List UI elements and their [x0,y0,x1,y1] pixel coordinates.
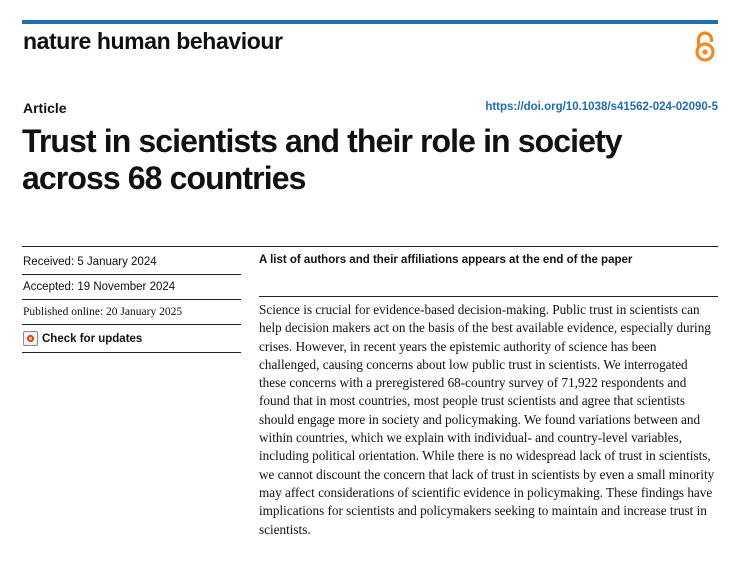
abstract-divider [259,296,718,297]
meta-divider-top [22,246,718,247]
meta-divider [22,274,241,275]
published-date: Published online: 20 January 2025 [23,306,183,318]
received-date: Received: 5 January 2024 [23,256,157,268]
meta-divider [22,324,241,325]
authors-note: A list of authors and their affiliations appears at the end of the paper [259,254,633,266]
meta-divider [22,299,241,300]
journal-name[interactable]: nature human behaviour [23,28,283,54]
doi-link[interactable]: https://doi.org/10.1038/s41562-024-02090-5 [485,101,718,113]
header-rule [22,20,718,24]
check-for-updates-button[interactable] [23,331,142,346]
open-access-icon [692,30,718,64]
meta-divider [22,352,241,353]
check-updates-label: Check for updates [42,332,143,345]
accepted-date: Accepted: 19 November 2024 [23,281,176,293]
check-updates-icon [23,331,38,346]
abstract: Science is crucial for evidence-based decision-making. Public trust in scientists can help decision makers act on the basis of the best available evidence, especially during crises. However, in recent years the epistemic authority of science has been challenged, causing concerns about low public trust in scientists. We interrogated these concerns with a preregistered 68-country survey of 71,922 respondents and found that in most countries, most people trust scientists and agree that scientists should engage more in society and policymaking. We found variations between and within countries, which we explain with individual- and country-level variables, including political orientation. While there is no widespread lack of trust in scientists, we cannot discount the concern that lack of trust in scientists by even a small minority may affect considerations of scientific evidence in policymaking. These findings have implications for scientists and policymakers seeking to maintain and increase trust in scientists. [259,302,715,537]
article-type: Article [23,100,67,116]
article-title: Trust in scientists and their role in society across 68 countries [22,123,622,196]
